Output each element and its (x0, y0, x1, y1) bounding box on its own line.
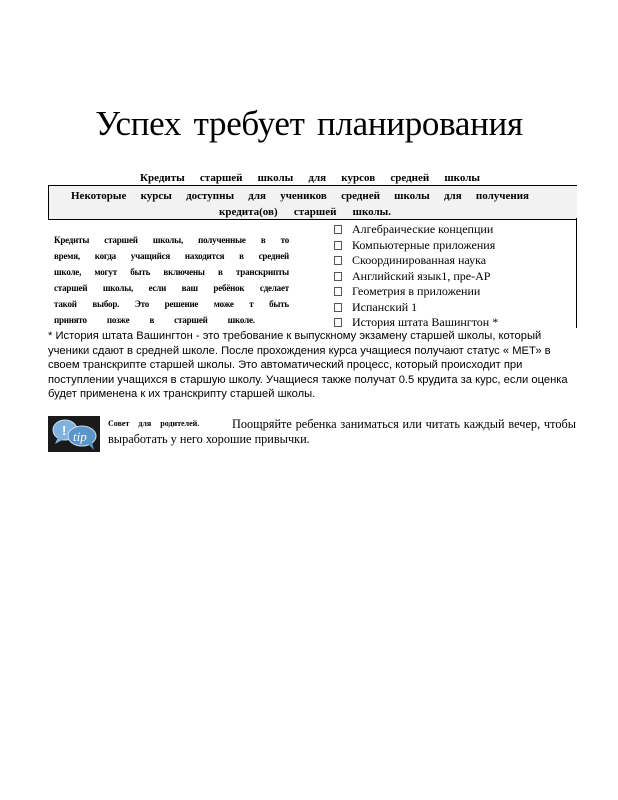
credits-explanation (54, 232, 289, 328)
explanation-line: такой выбор. Это решение може т быть (54, 299, 289, 309)
bullet-box-icon (334, 272, 342, 281)
bullet-box-icon (334, 303, 342, 312)
list-item: Испанский 1 (334, 300, 574, 316)
section-subtitle: Кредиты старшей школы для курсов средней школы (140, 172, 480, 184)
bullet-box-icon (334, 225, 342, 234)
list-item: Алгебраические концепции (334, 222, 574, 238)
bullet-box-icon (334, 241, 342, 250)
bullet-box-icon (334, 318, 342, 327)
tip-text: Поощряйте ребенка заниматься или читать каждый вечер, чтобы выработать у него хорошие привычки. (108, 417, 576, 446)
explanation-line: Кредиты старшей школы, полученные в то (54, 235, 289, 245)
tip-icon-exclaim: ! (62, 423, 67, 438)
list-item: Компьютерные приложения (334, 238, 574, 254)
tip-label: Совет для родителей. (108, 419, 200, 428)
explanation-line: принято позже в старшей школе. (54, 315, 255, 325)
column-divider (576, 218, 577, 328)
course-list (334, 222, 574, 331)
box-text-line-2: кредита(ов) старшей школы. (219, 206, 391, 218)
list-item: Геометрия в приложении (334, 284, 574, 300)
page-title: Успех требует планирования (95, 104, 523, 143)
tip-icon-word: tip (73, 429, 87, 444)
explanation-line: школе, могут быть включены в транскрипты (54, 267, 289, 277)
box-text-line-1: Некоторые курсы доступны для учеников средней школы для получения (71, 190, 529, 202)
bullet-box-icon (334, 287, 342, 296)
bullet-box-icon (334, 256, 342, 265)
explanation-line: старшей школы, если ваш ребёнок сделает (54, 283, 289, 293)
list-item: Английский язык1, пре-AP (334, 269, 574, 285)
list-item: Скоординированная наука (334, 253, 574, 269)
course-info-box (48, 185, 577, 220)
footnote: * История штата Вашингтон - это требование к выпускному экзамену старшей школы, который ученики сдают в средней школе. После прохождения курса учащиеся получают статус « МЕТ» в своем транскрипте старшей школы. Это автоматический процесс, который происходит при поступлении учащихся в старшую школу. Учащиеся также получат 0.5 крудита за курс, если оценка будет применена к их транскрипту старшей школы. (48, 330, 568, 401)
tip-speech-bubble-icon (48, 416, 100, 452)
explanation-line: время, когда учащийся находится в средней (54, 251, 289, 261)
list-item: История штата Вашингтон * (334, 315, 574, 331)
